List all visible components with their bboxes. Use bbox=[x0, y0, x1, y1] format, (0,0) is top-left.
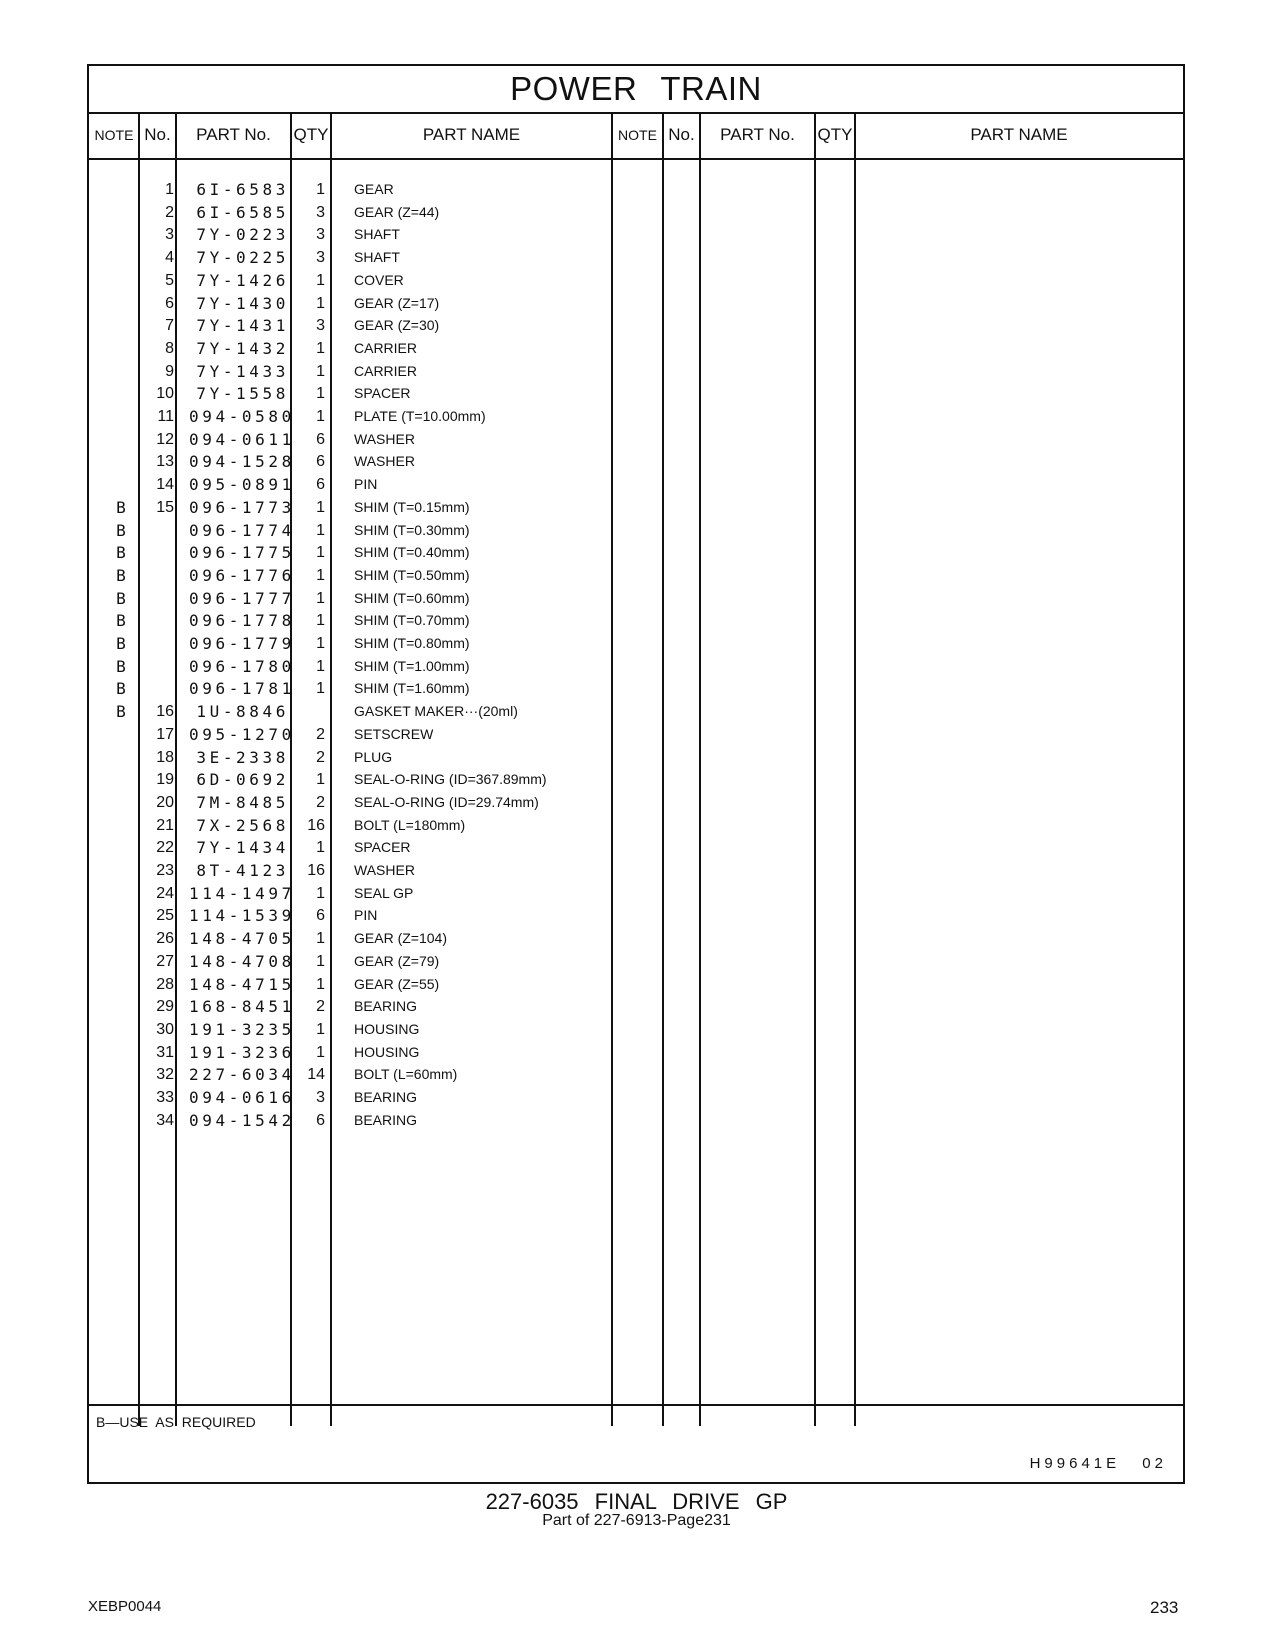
row-part-number: 114-1497 bbox=[189, 883, 295, 903]
row-part-name: BEARING bbox=[354, 1089, 418, 1105]
row-part-number: 7Y-1431 bbox=[196, 316, 289, 336]
row-quantity: 1 bbox=[316, 408, 325, 425]
row-note: B bbox=[116, 565, 126, 585]
row-part-name: SHAFT bbox=[354, 226, 400, 243]
row-item-number: 34 bbox=[156, 1111, 174, 1129]
row-part-number: 7Y-1558 bbox=[196, 384, 289, 404]
table-row bbox=[89, 496, 1183, 519]
row-part-name: SEAL GP bbox=[354, 884, 414, 901]
table-row bbox=[89, 904, 1183, 927]
row-part-name: SHIM (T=0.80mm) bbox=[354, 635, 470, 651]
row-part-name: GEAR bbox=[354, 181, 394, 197]
row-note: B bbox=[116, 520, 126, 540]
row-part-number: 7Y-1430 bbox=[196, 293, 289, 313]
row-item-number: 10 bbox=[156, 385, 174, 403]
row-part-number: 8T-4123 bbox=[196, 861, 289, 880]
table-row bbox=[89, 927, 1183, 950]
table-row bbox=[89, 768, 1183, 791]
row-quantity: 1 bbox=[316, 635, 325, 652]
row-quantity: 1 bbox=[316, 952, 325, 970]
row-quantity: 1 bbox=[316, 385, 325, 403]
row-part-name: SHAFT bbox=[354, 249, 400, 266]
row-part-number: 096-1775 bbox=[189, 543, 295, 563]
row-part-number: 168-8451 bbox=[189, 997, 295, 1017]
header-qty-left: QTY bbox=[293, 125, 329, 144]
row-quantity: 2 bbox=[316, 748, 325, 766]
row-item-number: 28 bbox=[156, 975, 174, 993]
row-quantity: 1 bbox=[316, 884, 325, 902]
row-note: B bbox=[116, 656, 126, 676]
row-part-number: 227-6034 bbox=[189, 1065, 295, 1085]
row-part-number: 094-0616 bbox=[189, 1088, 295, 1107]
row-part-name: GEAR (Z=79) bbox=[354, 952, 440, 969]
row-part-name: BEARING bbox=[354, 998, 418, 1015]
row-quantity: 1 bbox=[316, 975, 325, 993]
row-part-number: 095-0891 bbox=[189, 475, 295, 495]
table-row bbox=[89, 178, 1183, 201]
row-part-name: WASHER bbox=[354, 862, 415, 878]
row-item-number: 14 bbox=[156, 476, 174, 494]
table-row bbox=[89, 677, 1183, 700]
row-quantity: 1 bbox=[316, 339, 325, 357]
row-item-number: 22 bbox=[156, 839, 174, 857]
row-item-number: 3 bbox=[165, 226, 174, 244]
row-part-number: 096-1777 bbox=[189, 588, 295, 608]
table-row bbox=[89, 882, 1183, 905]
row-part-number: 096-1778 bbox=[189, 611, 295, 631]
row-part-name: BOLT (L=180mm) bbox=[354, 816, 466, 833]
row-part-number: 148-4708 bbox=[189, 951, 295, 971]
row-part-number: 094-1542 bbox=[189, 1110, 295, 1130]
table-row bbox=[89, 201, 1183, 224]
row-part-name: PIN bbox=[354, 907, 378, 924]
table-row bbox=[89, 791, 1183, 814]
row-part-number: 7Y-0223 bbox=[196, 225, 289, 245]
section-title: POWER TRAIN bbox=[89, 66, 1183, 114]
row-quantity: 3 bbox=[316, 203, 325, 221]
row-quantity: 6 bbox=[316, 430, 325, 448]
row-quantity: 16 bbox=[307, 816, 325, 834]
row-quantity: 1 bbox=[316, 680, 325, 698]
row-quantity: 14 bbox=[307, 1066, 325, 1084]
row-item-number: 15 bbox=[156, 498, 174, 516]
row-item-number: 2 bbox=[165, 203, 174, 221]
header-part-name-right: PART NAME bbox=[970, 125, 1068, 144]
row-quantity: 1 bbox=[316, 930, 325, 948]
table-row bbox=[89, 723, 1183, 746]
table-row bbox=[89, 564, 1183, 587]
row-item-number: 17 bbox=[156, 725, 174, 743]
table-row bbox=[89, 1109, 1183, 1132]
row-item-number: 4 bbox=[165, 249, 174, 267]
row-part-number: 096-1780 bbox=[189, 656, 295, 676]
row-item-number: 1 bbox=[165, 181, 174, 198]
row-part-name: GASKET MAKER···(20ml) bbox=[354, 703, 518, 720]
row-item-number: 20 bbox=[156, 793, 174, 811]
row-item-number: 12 bbox=[156, 430, 174, 448]
row-part-name: SHIM (T=0.70mm) bbox=[354, 612, 470, 629]
row-part-name: BEARING bbox=[354, 1111, 418, 1128]
table-row bbox=[89, 814, 1183, 837]
row-item-number: 21 bbox=[156, 816, 174, 834]
row-item-number: 11 bbox=[157, 408, 174, 425]
table-row bbox=[89, 700, 1183, 723]
row-note: B bbox=[116, 634, 126, 653]
row-quantity: 3 bbox=[316, 317, 325, 335]
row-part-number: 094-1528 bbox=[189, 452, 295, 472]
table-row bbox=[89, 995, 1183, 1018]
footnote: B—USE AS REQUIRED bbox=[96, 1414, 256, 1430]
row-quantity: 1 bbox=[316, 181, 325, 198]
row-quantity: 2 bbox=[316, 793, 325, 811]
row-item-number: 6 bbox=[165, 294, 174, 312]
table-row bbox=[89, 973, 1183, 996]
row-part-name: GEAR (Z=104) bbox=[354, 930, 447, 947]
row-part-number: 3E-2338 bbox=[196, 747, 289, 767]
table-row bbox=[89, 632, 1183, 655]
row-part-number: 094-0580 bbox=[189, 407, 295, 426]
table-row bbox=[89, 655, 1183, 678]
row-quantity: 1 bbox=[316, 839, 325, 857]
table-row bbox=[89, 360, 1183, 383]
row-part-name: SPACER bbox=[354, 385, 411, 402]
table-row bbox=[89, 269, 1183, 292]
row-quantity: 1 bbox=[316, 1020, 325, 1038]
header-part-no-right: PART No. bbox=[720, 125, 795, 144]
row-quantity: 3 bbox=[316, 1089, 325, 1106]
row-part-number: 6D-0692 bbox=[196, 770, 289, 790]
table-row bbox=[89, 746, 1183, 769]
row-part-name: BOLT (L=60mm) bbox=[354, 1066, 458, 1083]
row-item-number: 24 bbox=[156, 884, 174, 902]
row-part-name: SHIM (T=0.50mm) bbox=[354, 566, 470, 583]
table-row bbox=[89, 859, 1183, 882]
row-quantity: 1 bbox=[316, 544, 325, 562]
page-number: 233 bbox=[1150, 1598, 1179, 1617]
row-item-number: 32 bbox=[156, 1066, 174, 1084]
table-row bbox=[89, 519, 1183, 542]
row-quantity: 1 bbox=[316, 657, 325, 675]
row-part-name: WASHER bbox=[354, 453, 415, 470]
row-part-name: SHIM (T=0.15mm) bbox=[354, 498, 470, 515]
row-note: B bbox=[116, 588, 126, 608]
table-row bbox=[89, 950, 1183, 973]
row-item-number: 27 bbox=[156, 952, 174, 970]
row-part-number: 7Y-0225 bbox=[196, 248, 289, 268]
table-row bbox=[89, 609, 1183, 632]
row-part-number: 7Y-1432 bbox=[196, 338, 289, 358]
row-quantity: 1 bbox=[316, 589, 325, 607]
row-quantity: 2 bbox=[316, 998, 325, 1016]
row-item-number: 18 bbox=[156, 748, 174, 766]
row-part-name: WASHER bbox=[354, 430, 415, 447]
table-row bbox=[89, 428, 1183, 451]
header-part-no-left: PART No. bbox=[196, 125, 271, 144]
row-item-number: 8 bbox=[165, 339, 174, 357]
row-item-number: 13 bbox=[156, 453, 174, 471]
row-part-number: 191-3236 bbox=[189, 1042, 295, 1062]
header-no-right: No. bbox=[668, 125, 695, 144]
row-part-name: HOUSING bbox=[354, 1043, 420, 1060]
row-part-number: 095-1270 bbox=[189, 724, 295, 744]
table-row bbox=[89, 1086, 1183, 1109]
row-quantity: 1 bbox=[316, 771, 325, 789]
row-note: B bbox=[116, 611, 126, 631]
row-item-number: 31 bbox=[156, 1043, 174, 1061]
row-item-number: 25 bbox=[156, 907, 174, 925]
document-id: XEBP0044 bbox=[88, 1598, 162, 1615]
row-part-name: PIN bbox=[354, 476, 378, 493]
row-quantity: 2 bbox=[316, 725, 325, 743]
table-header bbox=[89, 112, 1183, 160]
row-quantity: 6 bbox=[316, 476, 325, 494]
row-part-name: SHIM (T=0.60mm) bbox=[354, 589, 470, 606]
row-note: B bbox=[116, 702, 126, 722]
table-row bbox=[89, 473, 1183, 496]
header-note-left: NOTE bbox=[94, 127, 134, 143]
row-quantity: 1 bbox=[316, 566, 325, 584]
row-note: B bbox=[116, 497, 126, 517]
row-item-number: 29 bbox=[156, 998, 174, 1016]
row-item-number: 7 bbox=[165, 317, 174, 335]
row-quantity: 6 bbox=[316, 453, 325, 471]
row-part-name: SPACER bbox=[354, 839, 411, 856]
table-row bbox=[89, 1018, 1183, 1041]
row-quantity: 1 bbox=[316, 521, 325, 539]
table-row bbox=[89, 1063, 1183, 1086]
row-part-number: 096-1776 bbox=[189, 565, 295, 585]
row-item-number: 33 bbox=[156, 1089, 174, 1106]
table-row bbox=[89, 292, 1183, 315]
row-part-number: 7X-2568 bbox=[196, 815, 289, 835]
row-part-name: SEAL-O-RING (ID=367.89mm) bbox=[354, 771, 547, 788]
footnote-area bbox=[89, 1404, 1183, 1482]
row-quantity: 1 bbox=[316, 362, 325, 380]
row-part-number: 148-4705 bbox=[189, 929, 295, 949]
table-row bbox=[89, 450, 1183, 473]
row-part-number: 148-4715 bbox=[189, 974, 295, 994]
table-row bbox=[89, 836, 1183, 859]
row-part-name: GEAR (Z=17) bbox=[354, 294, 440, 311]
table-row bbox=[89, 337, 1183, 360]
row-part-number: 7M-8485 bbox=[196, 792, 289, 812]
group-subcaption: Part of 227-6913-Page231 bbox=[542, 1512, 731, 1529]
row-part-name: GEAR (Z=30) bbox=[354, 317, 440, 334]
row-part-number: 096-1779 bbox=[189, 634, 295, 653]
row-part-number: 114-1539 bbox=[189, 906, 295, 926]
row-part-name: SETSCREW bbox=[354, 725, 434, 742]
row-part-number: 096-1773 bbox=[189, 497, 295, 517]
row-item-number: 16 bbox=[156, 703, 174, 721]
row-part-number: 191-3235 bbox=[189, 1019, 295, 1039]
row-note: B bbox=[116, 543, 126, 563]
row-item-number: 19 bbox=[156, 771, 174, 789]
row-item-number: 5 bbox=[165, 271, 174, 289]
row-quantity: 1 bbox=[316, 271, 325, 289]
table-row bbox=[89, 541, 1183, 564]
row-quantity: 1 bbox=[316, 294, 325, 312]
row-quantity: 6 bbox=[316, 1111, 325, 1129]
row-part-number: 096-1781 bbox=[189, 679, 295, 699]
row-part-name: GEAR (Z=55) bbox=[354, 975, 440, 992]
row-part-name: SHIM (T=1.00mm) bbox=[354, 657, 470, 674]
row-part-name: PLUG bbox=[354, 748, 393, 765]
row-quantity: 6 bbox=[316, 907, 325, 925]
group-caption: 227-6035 FINAL DRIVE GP bbox=[485, 1489, 788, 1514]
header-no-left: No. bbox=[144, 125, 171, 144]
row-part-number: 094-0611 bbox=[189, 429, 295, 449]
parts-list-frame bbox=[87, 64, 1185, 1484]
row-quantity: 3 bbox=[316, 249, 325, 267]
table-row bbox=[89, 246, 1183, 269]
header-note-right: NOTE bbox=[618, 127, 657, 143]
row-quantity: 1 bbox=[316, 498, 325, 516]
row-part-name: GEAR (Z=44) bbox=[354, 203, 440, 220]
header-qty-right: QTY bbox=[817, 125, 853, 144]
row-part-name: HOUSING bbox=[354, 1020, 420, 1037]
row-part-name: PLATE (T=10.00mm) bbox=[354, 408, 486, 424]
reference-code: H99641E 02 bbox=[1029, 1455, 1167, 1472]
row-quantity: 1 bbox=[316, 1043, 325, 1061]
row-item-number: 9 bbox=[165, 362, 174, 380]
table-row bbox=[89, 382, 1183, 405]
table-row bbox=[89, 405, 1183, 428]
header-part-name-left: PART NAME bbox=[422, 125, 521, 144]
row-part-name: SHIM (T=0.30mm) bbox=[354, 521, 470, 538]
row-part-number: 6I-6585 bbox=[196, 202, 289, 222]
table-row bbox=[89, 1041, 1183, 1064]
table-row bbox=[89, 223, 1183, 246]
row-part-name: SEAL-O-RING (ID=29.74mm) bbox=[354, 793, 539, 810]
row-item-number: 30 bbox=[156, 1020, 174, 1038]
row-part-number: 7Y-1433 bbox=[196, 361, 289, 381]
row-item-number: 26 bbox=[156, 930, 174, 948]
row-part-name: COVER bbox=[354, 271, 404, 288]
row-part-number: 7Y-1426 bbox=[196, 270, 289, 290]
row-item-number: 23 bbox=[156, 862, 174, 879]
row-part-name: CARRIER bbox=[354, 339, 418, 356]
row-part-name: SHIM (T=0.40mm) bbox=[354, 544, 470, 561]
row-part-number: 7Y-1434 bbox=[196, 838, 289, 858]
row-quantity: 3 bbox=[316, 226, 325, 244]
row-quantity: 1 bbox=[316, 612, 325, 630]
row-part-name: CARRIER bbox=[354, 362, 418, 379]
row-note: B bbox=[116, 679, 126, 699]
row-part-number: 1U-8846 bbox=[196, 702, 289, 722]
row-quantity: 16 bbox=[307, 862, 325, 879]
row-part-number: 096-1774 bbox=[189, 520, 295, 540]
table-row bbox=[89, 587, 1183, 610]
row-part-name: SHIM (T=1.60mm) bbox=[354, 680, 470, 697]
row-part-number: 6I-6583 bbox=[196, 180, 289, 199]
table-row bbox=[89, 314, 1183, 337]
